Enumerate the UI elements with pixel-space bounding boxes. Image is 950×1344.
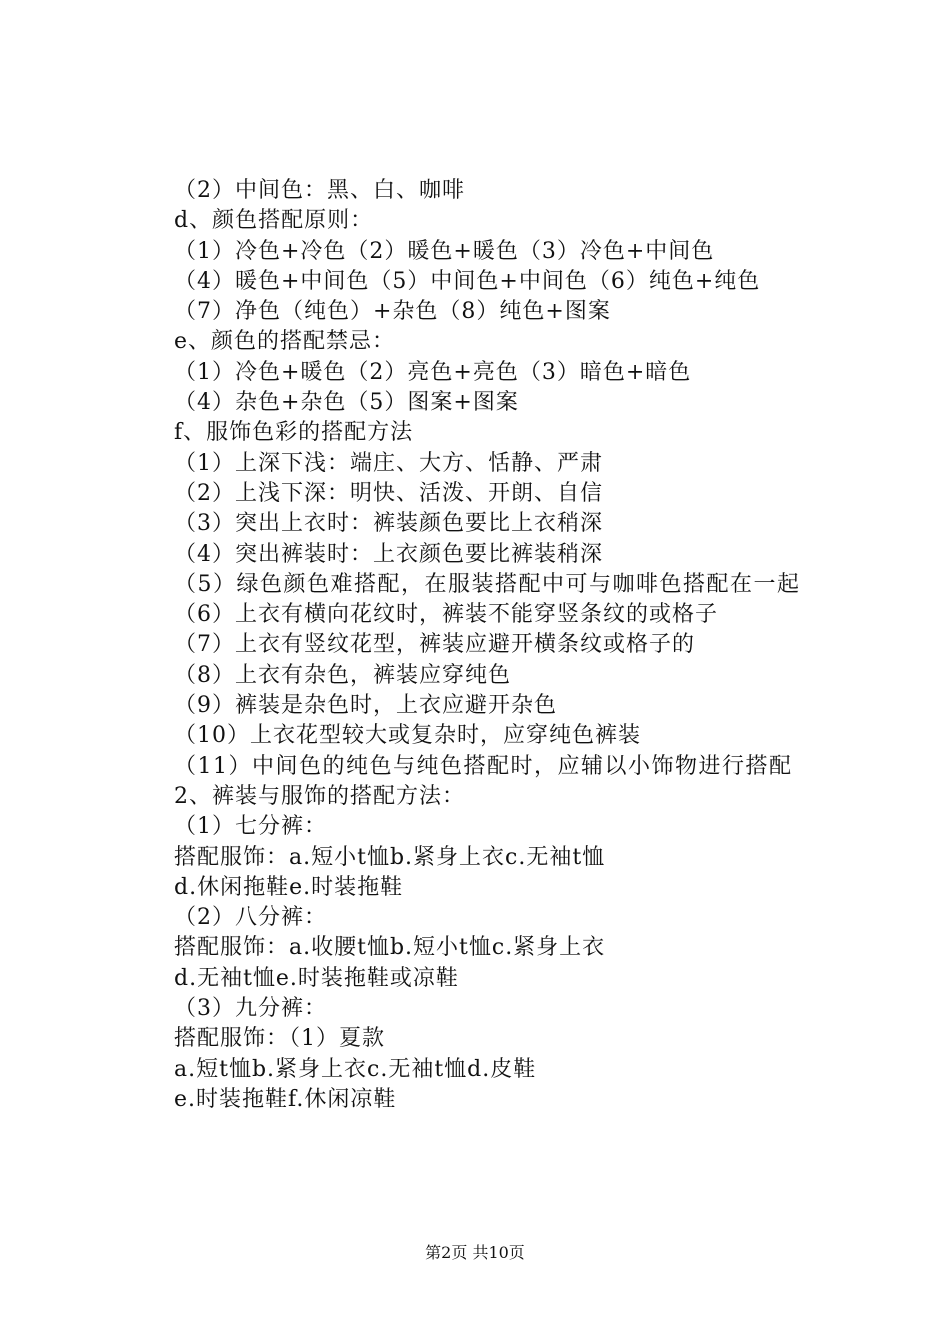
section-heading: e、颜色的搭配禁忌： xyxy=(174,329,396,355)
text-line: （2）上浅下深：明快、活泼、开朗、自信 xyxy=(174,480,603,506)
text-line: （4）杂色+杂色（5）图案+图案 xyxy=(174,390,519,416)
text-line: （9）裤装是杂色时，上衣应避开杂色 xyxy=(174,693,557,719)
text-line: （7）净色（纯色）+杂色（8）纯色+图案 xyxy=(174,299,611,325)
text-line: 搭配服饰：（1）夏款 xyxy=(174,1026,385,1052)
text-line: 搭配服饰：a.短小t恤b.紧身上衣c.无袖t恤 xyxy=(174,844,606,870)
section-heading: d、颜色搭配原则： xyxy=(174,208,374,234)
text-paragraph: （5）绿色颜色难搭配，在服装搭配中可与咖啡色搭配在一起 xyxy=(174,571,801,597)
text-paragraph: （11）中间色的纯色与纯色搭配时，应辅以小饰物进行搭配 xyxy=(174,753,793,779)
text-line: d.无袖t恤e.时装拖鞋或凉鞋 xyxy=(174,965,459,991)
text-line: （4）暖色+中间色（5）中间色+中间色（6）纯色+纯色 xyxy=(174,268,761,294)
text-line: （4）突出裤装时：上衣颜色要比裤装稍深 xyxy=(174,541,603,567)
text-line: （8）上衣有杂色，裤装应穿纯色 xyxy=(174,662,511,688)
section-heading: 2、裤装与服饰的搭配方法： xyxy=(174,783,465,809)
text-line: （1）冷色+冷色（2）暖色+暖色（3）冷色+中间色 xyxy=(174,238,715,264)
text-line: （3）九分裤： xyxy=(174,996,327,1022)
text-line: d.休闲拖鞋e.时装拖鞋 xyxy=(174,874,404,900)
text-line: （2）八分裤： xyxy=(174,905,327,931)
text-line: （10）上衣花型较大或复杂时，应穿纯色裤装 xyxy=(174,723,641,749)
text-line: a.短t恤b.紧身上衣c.无袖t恤d.皮鞋 xyxy=(174,1056,537,1082)
text-line: e.时装拖鞋f.休闲凉鞋 xyxy=(174,1086,397,1112)
text-line: （7）上衣有竖纹花型，裤装应避开横条纹或格子的 xyxy=(174,632,695,658)
page-number-footer: 第2页 共10页 xyxy=(425,1243,525,1262)
text-line: （1）七分裤： xyxy=(174,814,327,840)
text-line: （2）中间色：黑、白、咖啡 xyxy=(174,178,465,203)
section-heading: f、服饰色彩的搭配方法 xyxy=(174,420,414,446)
text-line: （1）冷色+暖色（2）亮色+亮色（3）暗色+暗色 xyxy=(174,359,692,385)
text-line: （3）突出上衣时：裤装颜色要比上衣稍深 xyxy=(174,511,603,537)
text-line: （6）上衣有横向花纹时，裤装不能穿竖条纹的或格子 xyxy=(174,602,718,628)
document-body xyxy=(128,176,840,1115)
text-line: 搭配服饰：a.收腰t恤b.短小t恤c.紧身上衣 xyxy=(174,935,606,961)
text-line: （1）上深下浅：端庄、大方、恬静、严肃 xyxy=(174,450,603,476)
